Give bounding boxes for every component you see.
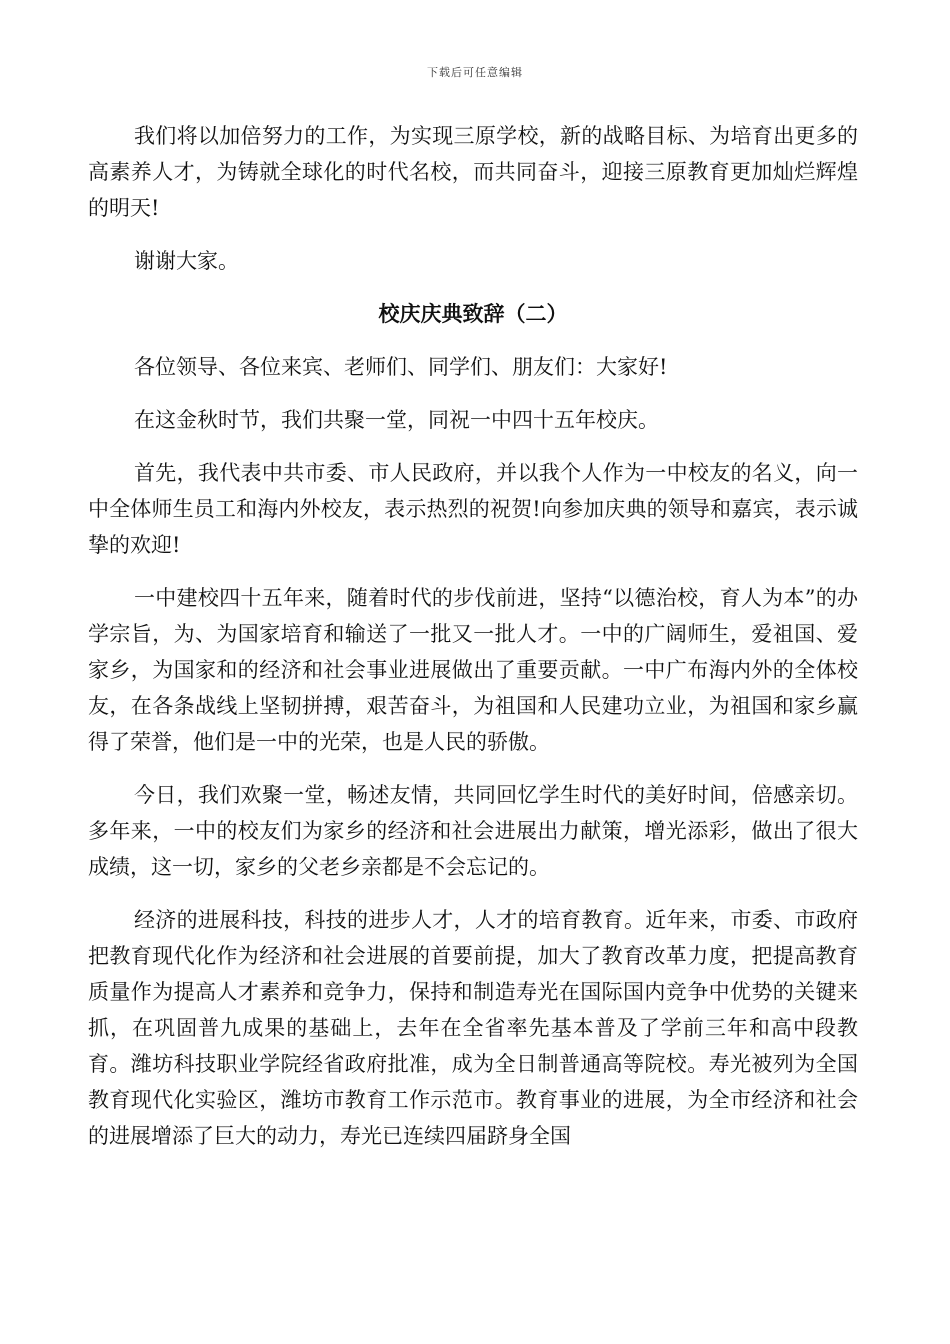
page-header-note: 下载后可任意编辑	[427, 66, 523, 79]
paragraph-school-history: 一中建校四十五年来，随着时代的步伐前进，坚持“以德治校，育人为本”的办学宗旨，为、为国家培育和输送了一批又一批人才。一中的广阔师生，爱祖国、爱家乡，为国家和的经济和社会事业进展做出了重要贡献。一中广布海内外的全体校友，在各条战线上坚韧拼搏，艰苦奋斗，为祖国和人民建功立业，为祖国和家乡赢得了荣誉，他们是一中的光荣，也是人民的骄傲。	[88, 586, 858, 754]
paragraph-congratulations: 首先，我代表中共市委、市人民政府，并以我个人作为一中校友的名义，向一中全体师生员工和海内外校友，表示热烈的祝贺!向参加庆典的领导和嘉宾，表示诚挚的欢迎!	[88, 461, 858, 557]
paragraph-thanks: 谢谢大家。	[134, 249, 239, 273]
paragraph-reunion: 今日，我们欢聚一堂，畅述友情，共同回忆学生时代的美好时间，倍感亲切。多年来，一中的校友们为家乡的经济和社会进展出力献策，增光添彩，做出了很大成绩，这一切，家乡的父老乡亲都是不会忘记的。	[88, 783, 858, 879]
document-body	[88, 118, 858, 1171]
paragraph-education-development: 经济的进展科技，科技的进步人才，人才的培育教育。近年来，市委、市政府把教育现代化作为经济和社会进展的首要前提，加大了教育改革力度，把提高教育质量作为提高人才素养和竞争力，保持和制造寿光在国际国内竞争中优势的关键来抓，在巩固普九成果的基础上，去年在全省率先基本普及了学前三年和高中段教育。潍坊科技职业学院经省政府批准，成为全日制普通高等院校。寿光被列为全国教育现代化实验区，潍坊市教育工作示范市。教育事业的进展，为全市经济和社会的进展增添了巨大的动力，寿光已连续四届跻身全国	[88, 908, 858, 1148]
paragraph-closing-pledge: 我们将以加倍努力的工作，为实现三原学校，新的战略目标、为培育出更多的高素养人才，为铸就全球化的时代名校，而共同奋斗，迎接三原教育更加灿烂辉煌的明天!	[88, 124, 858, 220]
paragraph-greeting: 各位领导、各位来宾、老师们、同学们、朋友们：大家好!	[134, 355, 668, 379]
paragraph-occasion: 在这金秋时节，我们共聚一堂，同祝一中四十五年校庆。	[134, 408, 659, 432]
section-title: 校庆庆典致辞（二）	[378, 302, 568, 326]
